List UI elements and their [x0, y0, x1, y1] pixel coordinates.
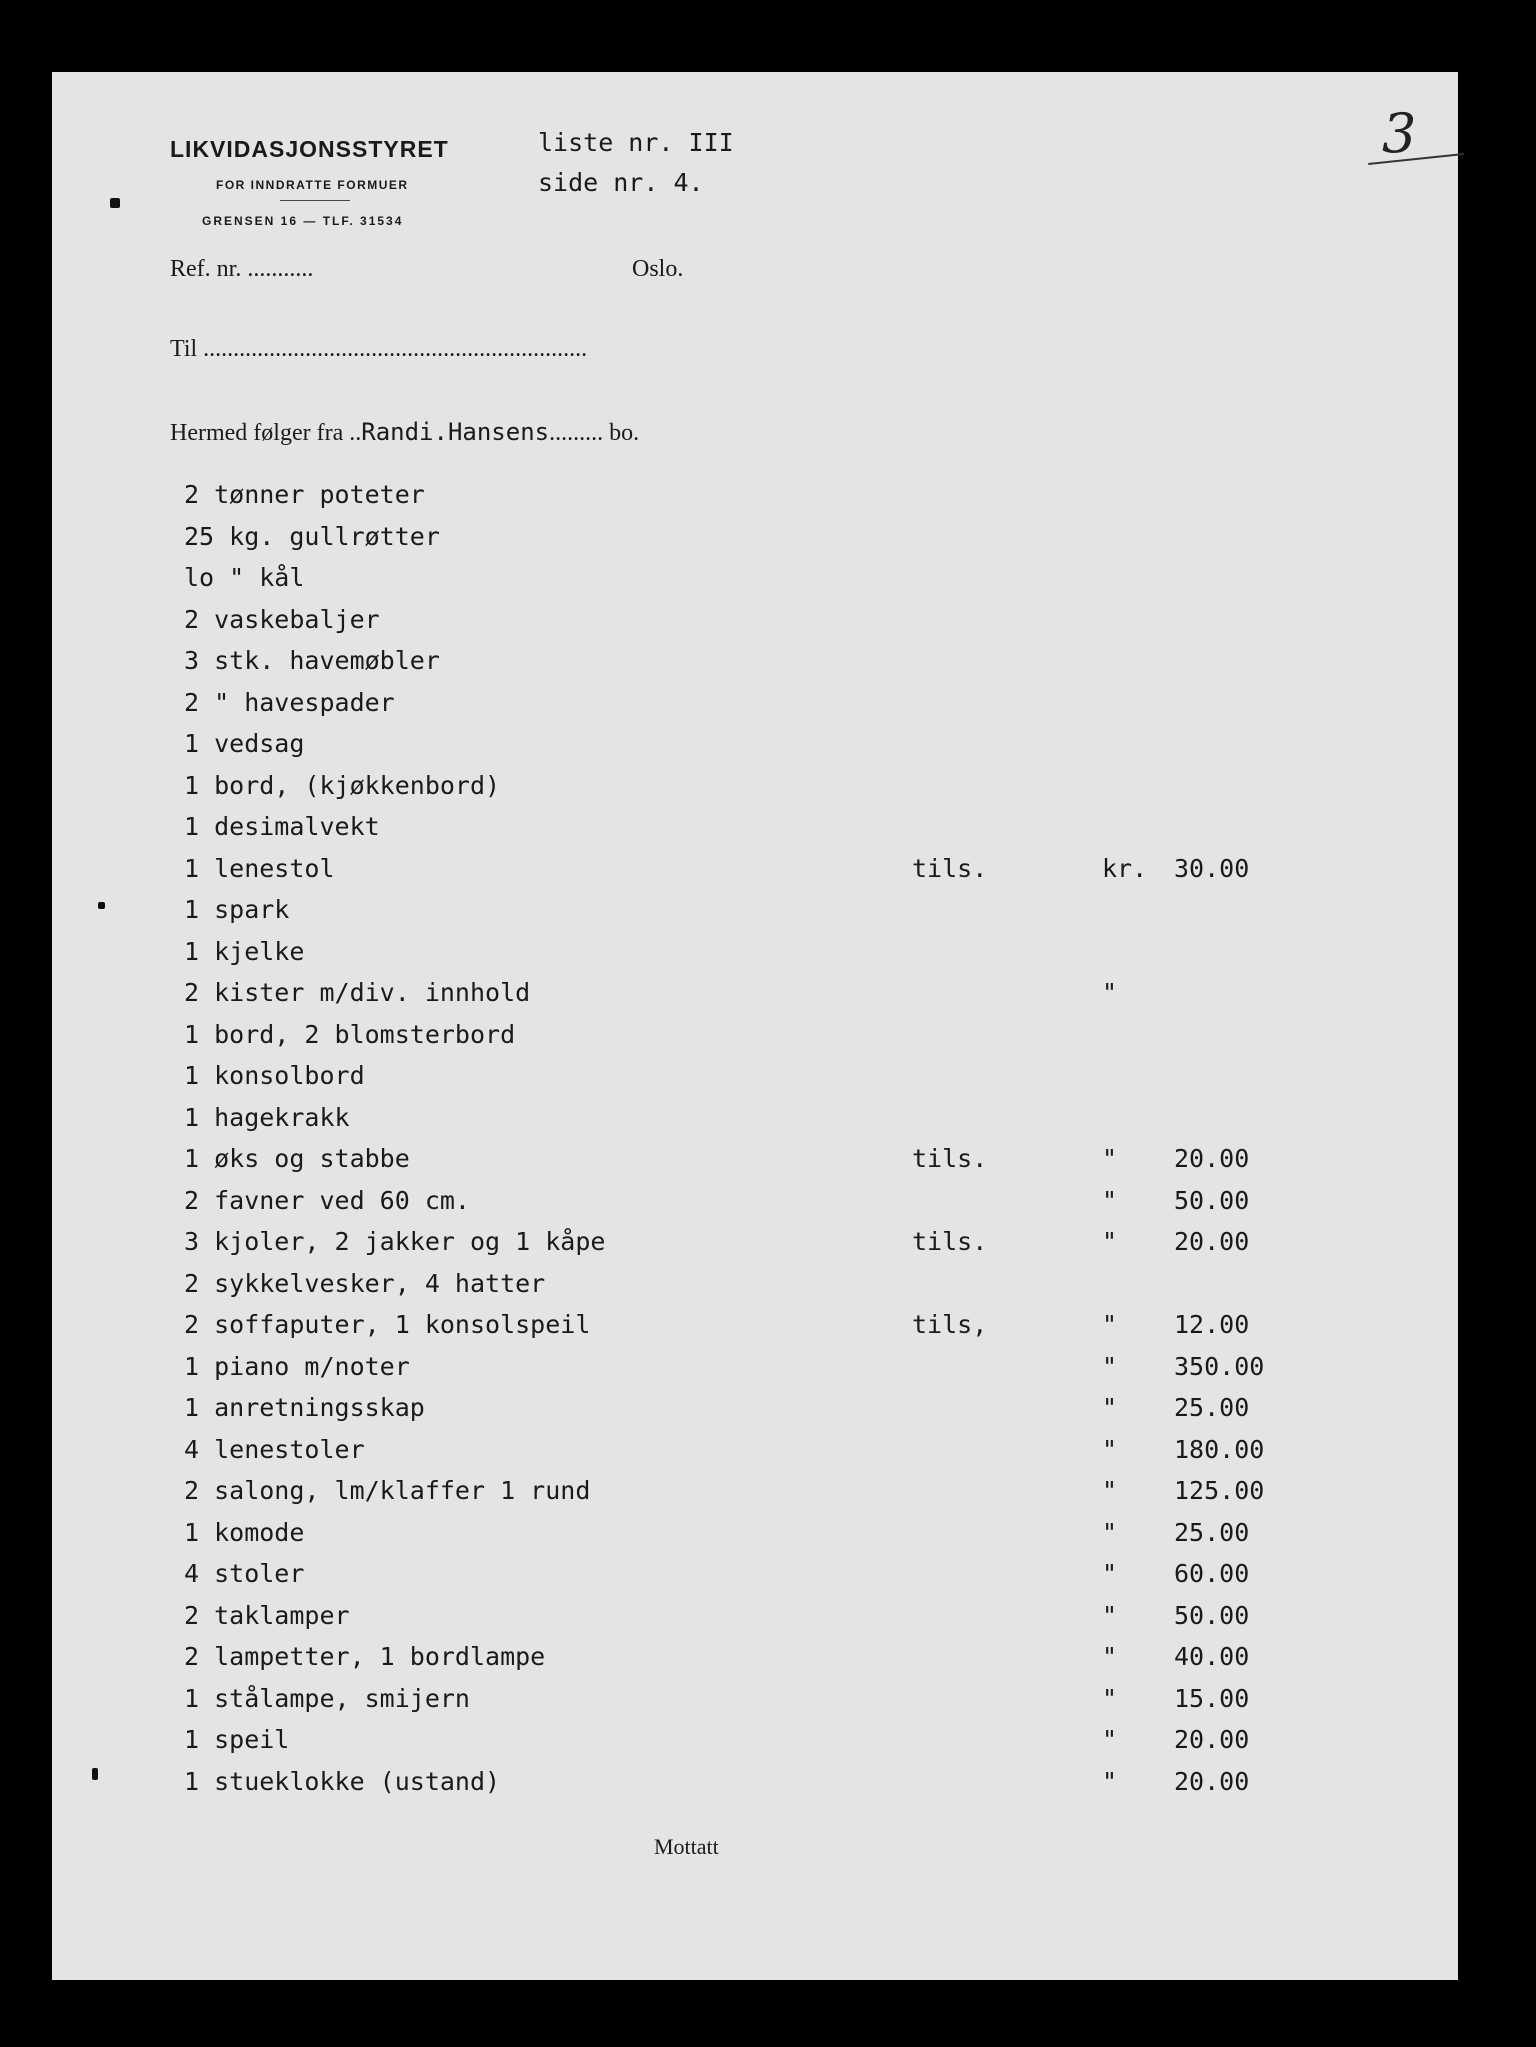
item-amount: 40.00	[1174, 1642, 1250, 1671]
from-prefix: Hermed følger fra ..	[170, 420, 362, 446]
item-description: 1 stålampe, smijern	[184, 1683, 470, 1713]
list-item	[184, 1684, 1384, 1726]
from-suffix: bo.	[603, 420, 640, 446]
list-item	[184, 563, 1384, 605]
item-description: 1 komode	[184, 1517, 305, 1547]
item-description: 2 vaskebaljer	[184, 604, 380, 634]
item-amount: 25.00	[1174, 1517, 1250, 1547]
document-page	[52, 72, 1458, 1980]
item-currency: "	[1102, 1683, 1118, 1713]
item-currency: "	[1102, 978, 1118, 1007]
item-amount: 20.00	[1174, 1227, 1250, 1256]
page-number-typed: side nr. 4.	[538, 168, 704, 197]
list-item	[184, 1103, 1384, 1145]
item-currency: "	[1102, 1766, 1118, 1796]
list-item	[184, 1559, 1384, 1601]
org-name: LIKVIDASJONSSTYRET	[170, 136, 449, 162]
item-description: 1 konsolbord	[184, 1061, 365, 1090]
item-currency: "	[1102, 1476, 1118, 1505]
list-item	[184, 1144, 1384, 1186]
recipient-field: Til ................................................................	[170, 336, 588, 362]
list-item	[184, 1435, 1384, 1477]
item-description: 1 bord, 2 blomsterbord	[184, 1019, 516, 1049]
item-amount: 25.00	[1174, 1393, 1250, 1422]
list-item	[184, 812, 1384, 854]
list-item	[184, 688, 1384, 730]
item-currency: "	[1102, 1351, 1118, 1381]
estate-name: Randi.Hansens	[361, 418, 550, 446]
list-item	[184, 1227, 1384, 1269]
punch-mark	[92, 1768, 98, 1780]
list-number: liste nr. III	[538, 128, 734, 157]
item-amount: 15.00	[1174, 1683, 1250, 1713]
punch-mark	[110, 198, 120, 208]
list-item	[184, 1642, 1384, 1684]
item-amount: 180.00	[1174, 1434, 1265, 1464]
from-line	[170, 418, 639, 447]
place-label: Oslo.	[632, 256, 684, 282]
item-description: 25 kg. gullrøtter	[184, 521, 440, 551]
item-description: 2 lampetter, 1 bordlampe	[184, 1642, 546, 1671]
handwritten-page-number: 3	[1382, 102, 1417, 165]
item-description: 4 stoler	[184, 1559, 305, 1588]
item-description: 2 tønner poteter	[184, 480, 425, 509]
list-item	[184, 1186, 1384, 1228]
item-amount: 50.00	[1174, 1185, 1250, 1215]
item-description: 2 sykkelvesker, 4 hatter	[184, 1268, 546, 1298]
list-item	[184, 1393, 1384, 1435]
item-description: 2 salong, lm/klaffer 1 rund	[184, 1476, 591, 1505]
item-description: 1 kjelke	[184, 936, 305, 966]
item-currency: "	[1102, 1393, 1118, 1422]
item-amount: 50.00	[1174, 1600, 1250, 1630]
item-currency: "	[1102, 1642, 1118, 1671]
list-item	[184, 522, 1384, 564]
item-currency: kr.	[1102, 853, 1148, 883]
org-address: GRENSEN 16 — TLF. 31534	[202, 214, 404, 228]
item-amount: 125.00	[1174, 1476, 1265, 1505]
item-description: 1 lenestol	[184, 853, 335, 883]
list-item	[184, 937, 1384, 979]
item-description: 1 desimalvekt	[184, 812, 380, 841]
item-description: 1 bord, (kjøkkenbord)	[184, 770, 501, 800]
item-description: 1 øks og stabbe	[184, 1144, 410, 1173]
org-subtitle: FOR INNDRATTE FORMUER	[216, 178, 409, 192]
list-item	[184, 1352, 1384, 1394]
list-item	[184, 1269, 1384, 1311]
item-currency: "	[1102, 1434, 1118, 1464]
list-item	[184, 771, 1384, 813]
item-amount: 12.00	[1174, 1310, 1250, 1339]
list-item	[184, 854, 1384, 896]
item-description: 2 taklamper	[184, 1600, 350, 1630]
item-note: tils,	[912, 1310, 988, 1339]
punch-mark	[98, 902, 105, 909]
item-description: 1 anretningsskap	[184, 1393, 425, 1422]
list-item	[184, 895, 1384, 937]
from-dots: .........	[549, 420, 604, 446]
list-item	[184, 1518, 1384, 1560]
list-item	[184, 729, 1384, 771]
org-divider	[280, 200, 350, 201]
item-amount: 20.00	[1174, 1144, 1250, 1173]
list-item	[184, 1310, 1384, 1352]
item-description: 1 hagekrakk	[184, 1102, 350, 1132]
item-amount: 60.00	[1174, 1559, 1250, 1588]
list-item	[184, 1725, 1384, 1767]
item-description: 1 speil	[184, 1725, 290, 1754]
item-currency: "	[1102, 1517, 1118, 1547]
item-description: 3 kjoler, 2 jakker og 1 kåpe	[184, 1227, 606, 1256]
list-item	[184, 1476, 1384, 1518]
list-item	[184, 1767, 1384, 1809]
item-note: tils.	[912, 1227, 988, 1256]
item-currency: "	[1102, 1725, 1118, 1754]
item-currency: "	[1102, 1310, 1118, 1339]
list-item	[184, 1601, 1384, 1643]
list-item	[184, 646, 1384, 688]
list-item	[184, 1061, 1384, 1103]
item-description: 1 vedsag	[184, 729, 305, 758]
item-description: 3 stk. havemøbler	[184, 646, 440, 675]
list-item	[184, 605, 1384, 647]
item-description: 1 piano m/noter	[184, 1351, 410, 1381]
item-currency: "	[1102, 1227, 1118, 1256]
item-description: 2 " havespader	[184, 687, 395, 717]
item-currency: "	[1102, 1600, 1118, 1630]
item-description: 1 spark	[184, 895, 290, 924]
item-currency: "	[1102, 1144, 1118, 1173]
received-label: Mottatt	[654, 1834, 719, 1859]
item-description: 2 favner ved 60 cm.	[184, 1185, 470, 1215]
reference-number-field: Ref. nr. ...........	[170, 256, 314, 282]
item-description: 4 lenestoler	[184, 1434, 365, 1464]
item-description: 2 soffaputer, 1 konsolspeil	[184, 1310, 591, 1339]
item-description: 2 kister m/div. innhold	[184, 978, 531, 1007]
item-amount: 30.00	[1174, 853, 1250, 883]
list-item	[184, 978, 1384, 1020]
item-amount: 20.00	[1174, 1725, 1250, 1754]
item-note: tils.	[912, 853, 988, 883]
item-amount: 350.00	[1174, 1351, 1265, 1381]
item-description: lo " kål	[184, 563, 305, 592]
item-description: 1 stueklokke (ustand)	[184, 1766, 501, 1796]
list-item	[184, 480, 1384, 522]
item-note: tils.	[912, 1144, 988, 1173]
item-list	[184, 480, 1384, 1808]
list-item	[184, 1020, 1384, 1062]
item-currency: "	[1102, 1559, 1118, 1588]
item-amount: 20.00	[1174, 1766, 1250, 1796]
item-currency: "	[1102, 1185, 1118, 1215]
